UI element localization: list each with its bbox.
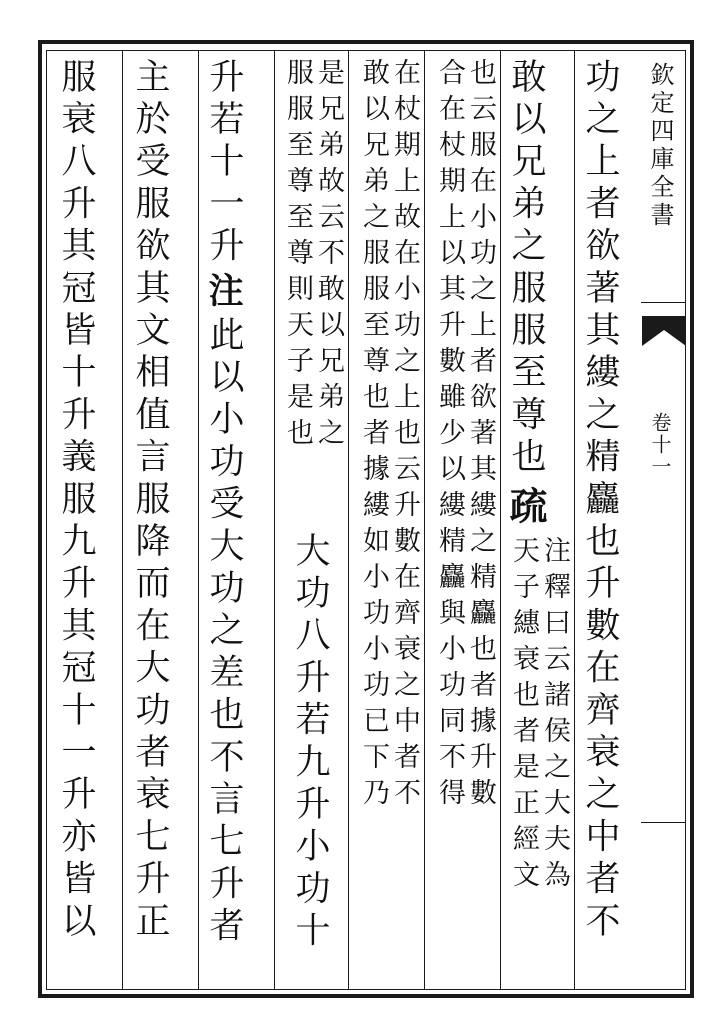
commentary-pair	[278, 58, 348, 454]
text-column-7	[132, 58, 194, 944]
margin-rule	[641, 302, 686, 303]
commentary-line: 合在杖期上以其升數雖少以縷精麤與小功同不得	[434, 58, 465, 814]
text-column-6	[203, 58, 268, 949]
fishtail-mark	[642, 316, 686, 346]
annotation-marker-zhu: 注	[203, 272, 244, 315]
text-column-1	[582, 58, 644, 944]
column-rule	[348, 50, 349, 990]
commentary-line: 敢以兄弟之服服至尊也者據縷如小功小功已下乃	[358, 58, 389, 814]
column-rule	[574, 50, 575, 990]
commentary-line: 天子繐衰也者是正經文	[508, 536, 539, 896]
commentary-line: 也云服在小功之上者欲著其縷之精麤也者據升數	[465, 58, 496, 814]
text-column-8	[58, 58, 120, 944]
commentary-line: 在杖期上故在小功之上也云升數在齊衰之中者不	[389, 58, 420, 814]
main-text: 主於受服欲其文相值言服降而在大功者衰七升正	[130, 58, 170, 945]
text-column-2	[503, 58, 572, 896]
commentary-pair	[354, 58, 424, 814]
commentary-pair	[504, 536, 574, 896]
column-rule	[424, 50, 425, 990]
column-rule	[500, 50, 501, 990]
main-text: 大功八升若九升小功十	[290, 532, 330, 954]
main-text: 敢以兄弟之服服至尊也	[506, 58, 546, 480]
margin-juan-number: 卷十一	[648, 412, 672, 478]
column-rule	[274, 50, 275, 990]
annotation-marker-shu: 疏	[503, 486, 548, 532]
main-text: 功之上者欲著其縷之精麤也升數在齊衰之中者不	[580, 58, 620, 945]
column-rule	[198, 50, 199, 990]
column-rule	[122, 50, 123, 990]
main-text: 升若十一升	[204, 58, 244, 269]
commentary-pair	[430, 58, 500, 814]
main-text: 此以小功受大功之差也不言七升者	[204, 316, 244, 949]
margin-book-title: 欽定四庫全書	[646, 62, 674, 230]
commentary-line: 是兄弟故云不敢以兄弟之	[313, 58, 344, 454]
margin-rule	[641, 822, 686, 823]
commentary-line: 服服至尊至尊則天子是也	[282, 58, 313, 454]
commentary-line: 注釋曰云諸侯之大夫為	[539, 536, 570, 896]
main-text: 服衰八升其冠皆十升義服九升其冠十一升亦皆以	[56, 58, 96, 945]
